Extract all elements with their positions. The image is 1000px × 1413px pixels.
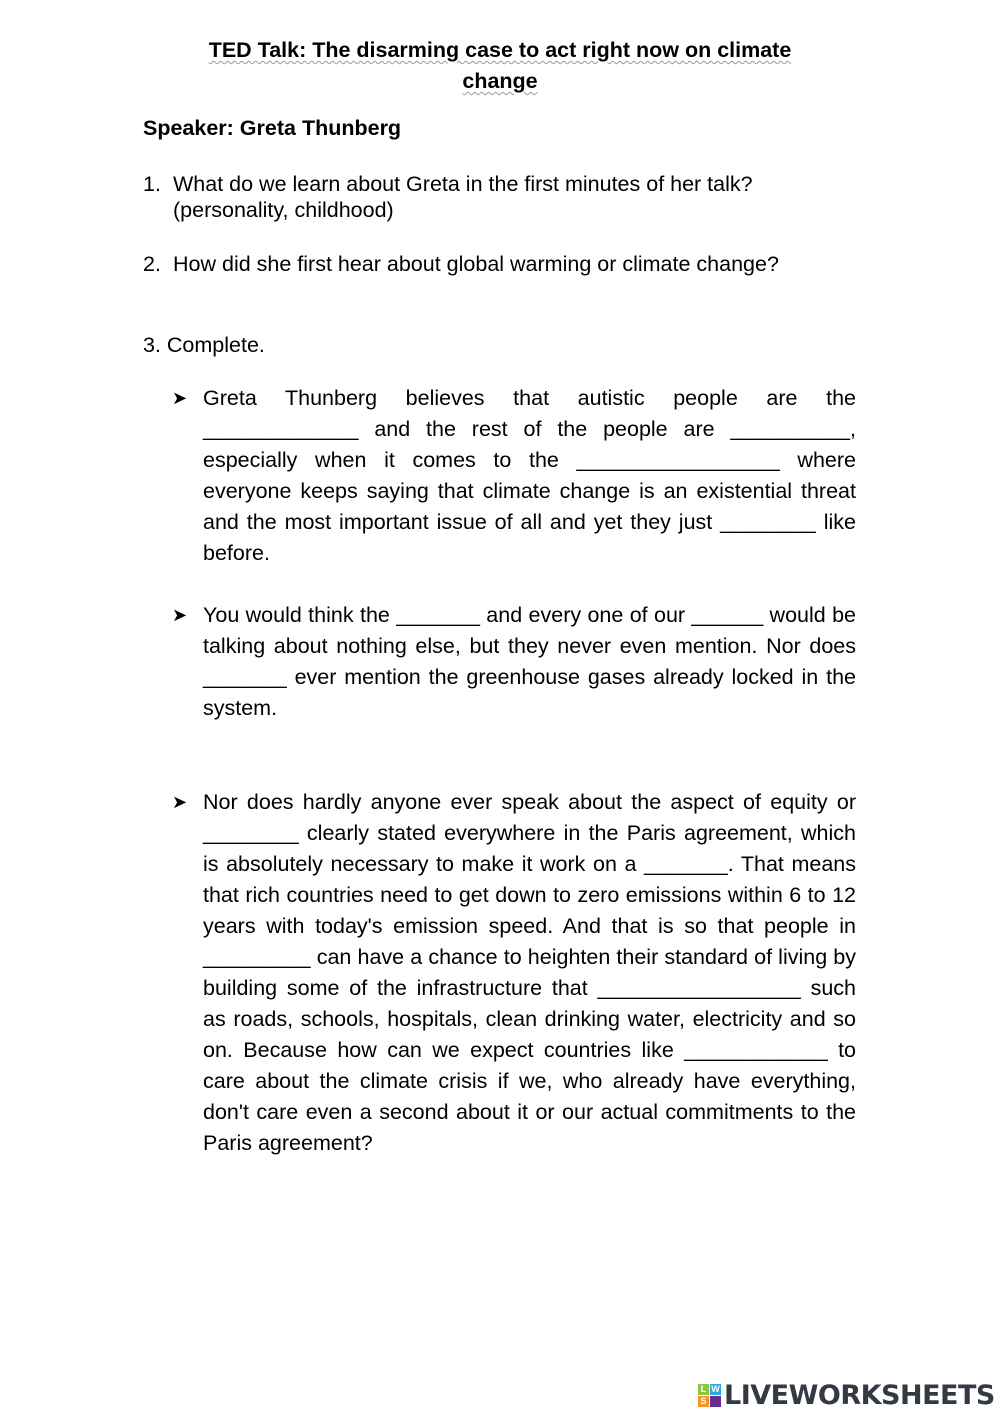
title-line-1: TED Talk: The disarming case to act right now on climate: [208, 38, 792, 62]
question-2-text: [173, 251, 863, 277]
complete-heading: 3. Complete.: [143, 333, 265, 357]
liveworksheets-logo: [698, 1378, 995, 1412]
question-1-line-1: What do we learn about Greta in the first minutes of her talk?: [173, 172, 753, 196]
question-1-number: 1.: [143, 172, 161, 196]
paragraph-1-text: Greta Thunberg believes that autistic people are the _____________ and the rest of the people are __________, especially when it comes to the _________________ where everyone keeps saying that climate change is an existential threat and the most important issue of all and yet they just ________ like before.: [203, 386, 856, 565]
logo-square-green: L: [698, 1384, 709, 1395]
paragraph-2-text: You would think the _______ and every one of our ______ would be talking about nothing else, but they never even mention. Nor does _______ ever mention the greenhouse gases already locked in the system.: [203, 603, 856, 720]
paragraph-3-text: Nor does hardly anyone ever speak about the aspect of equity or ________ clearly stated everywhere in the Paris agreement, which is absolutely necessary to make it work on a _______. That means that rich countries need to get down to zero emissions within 6 to 12 years with today's emission speed. And that is so that people in _________ can have a chance to heighten their standard of living by building some of the infrastructure that _________________ such as roads, schools, hospitals, clean drinking water, electricity and so on. Because how can we expect countries like ____________ to care about the climate crisis if we, who already have everything, don't care even a second about it or our actual commitments to the Paris agreement?: [203, 790, 856, 1155]
question-1-line-2: (personality, childhood): [173, 198, 394, 222]
liveworksheets-logo-icon: [698, 1384, 721, 1407]
speaker-label: Speaker: Greta Thunberg: [143, 116, 402, 140]
worksheet-title: [150, 35, 850, 97]
liveworksheets-logo-text: LIVEWORKSHEETS: [724, 1379, 995, 1411]
title-line-2: change: [462, 69, 538, 93]
logo-square-purple: [710, 1396, 721, 1407]
arrow-bullet-icon: ➤: [172, 605, 188, 625]
logo-square-orange: S: [698, 1396, 709, 1407]
question-2-line-1: How did she first hear about global warming or climate change?: [173, 252, 779, 276]
question-1-text: [173, 171, 863, 223]
logo-square-blue: W: [711, 1383, 720, 1394]
question-2: [143, 251, 779, 277]
arrow-bullet-icon: ➤: [172, 792, 188, 812]
arrow-bullet-icon: ➤: [172, 388, 188, 408]
question-1: [143, 171, 753, 222]
question-2-number: 2.: [143, 252, 161, 276]
